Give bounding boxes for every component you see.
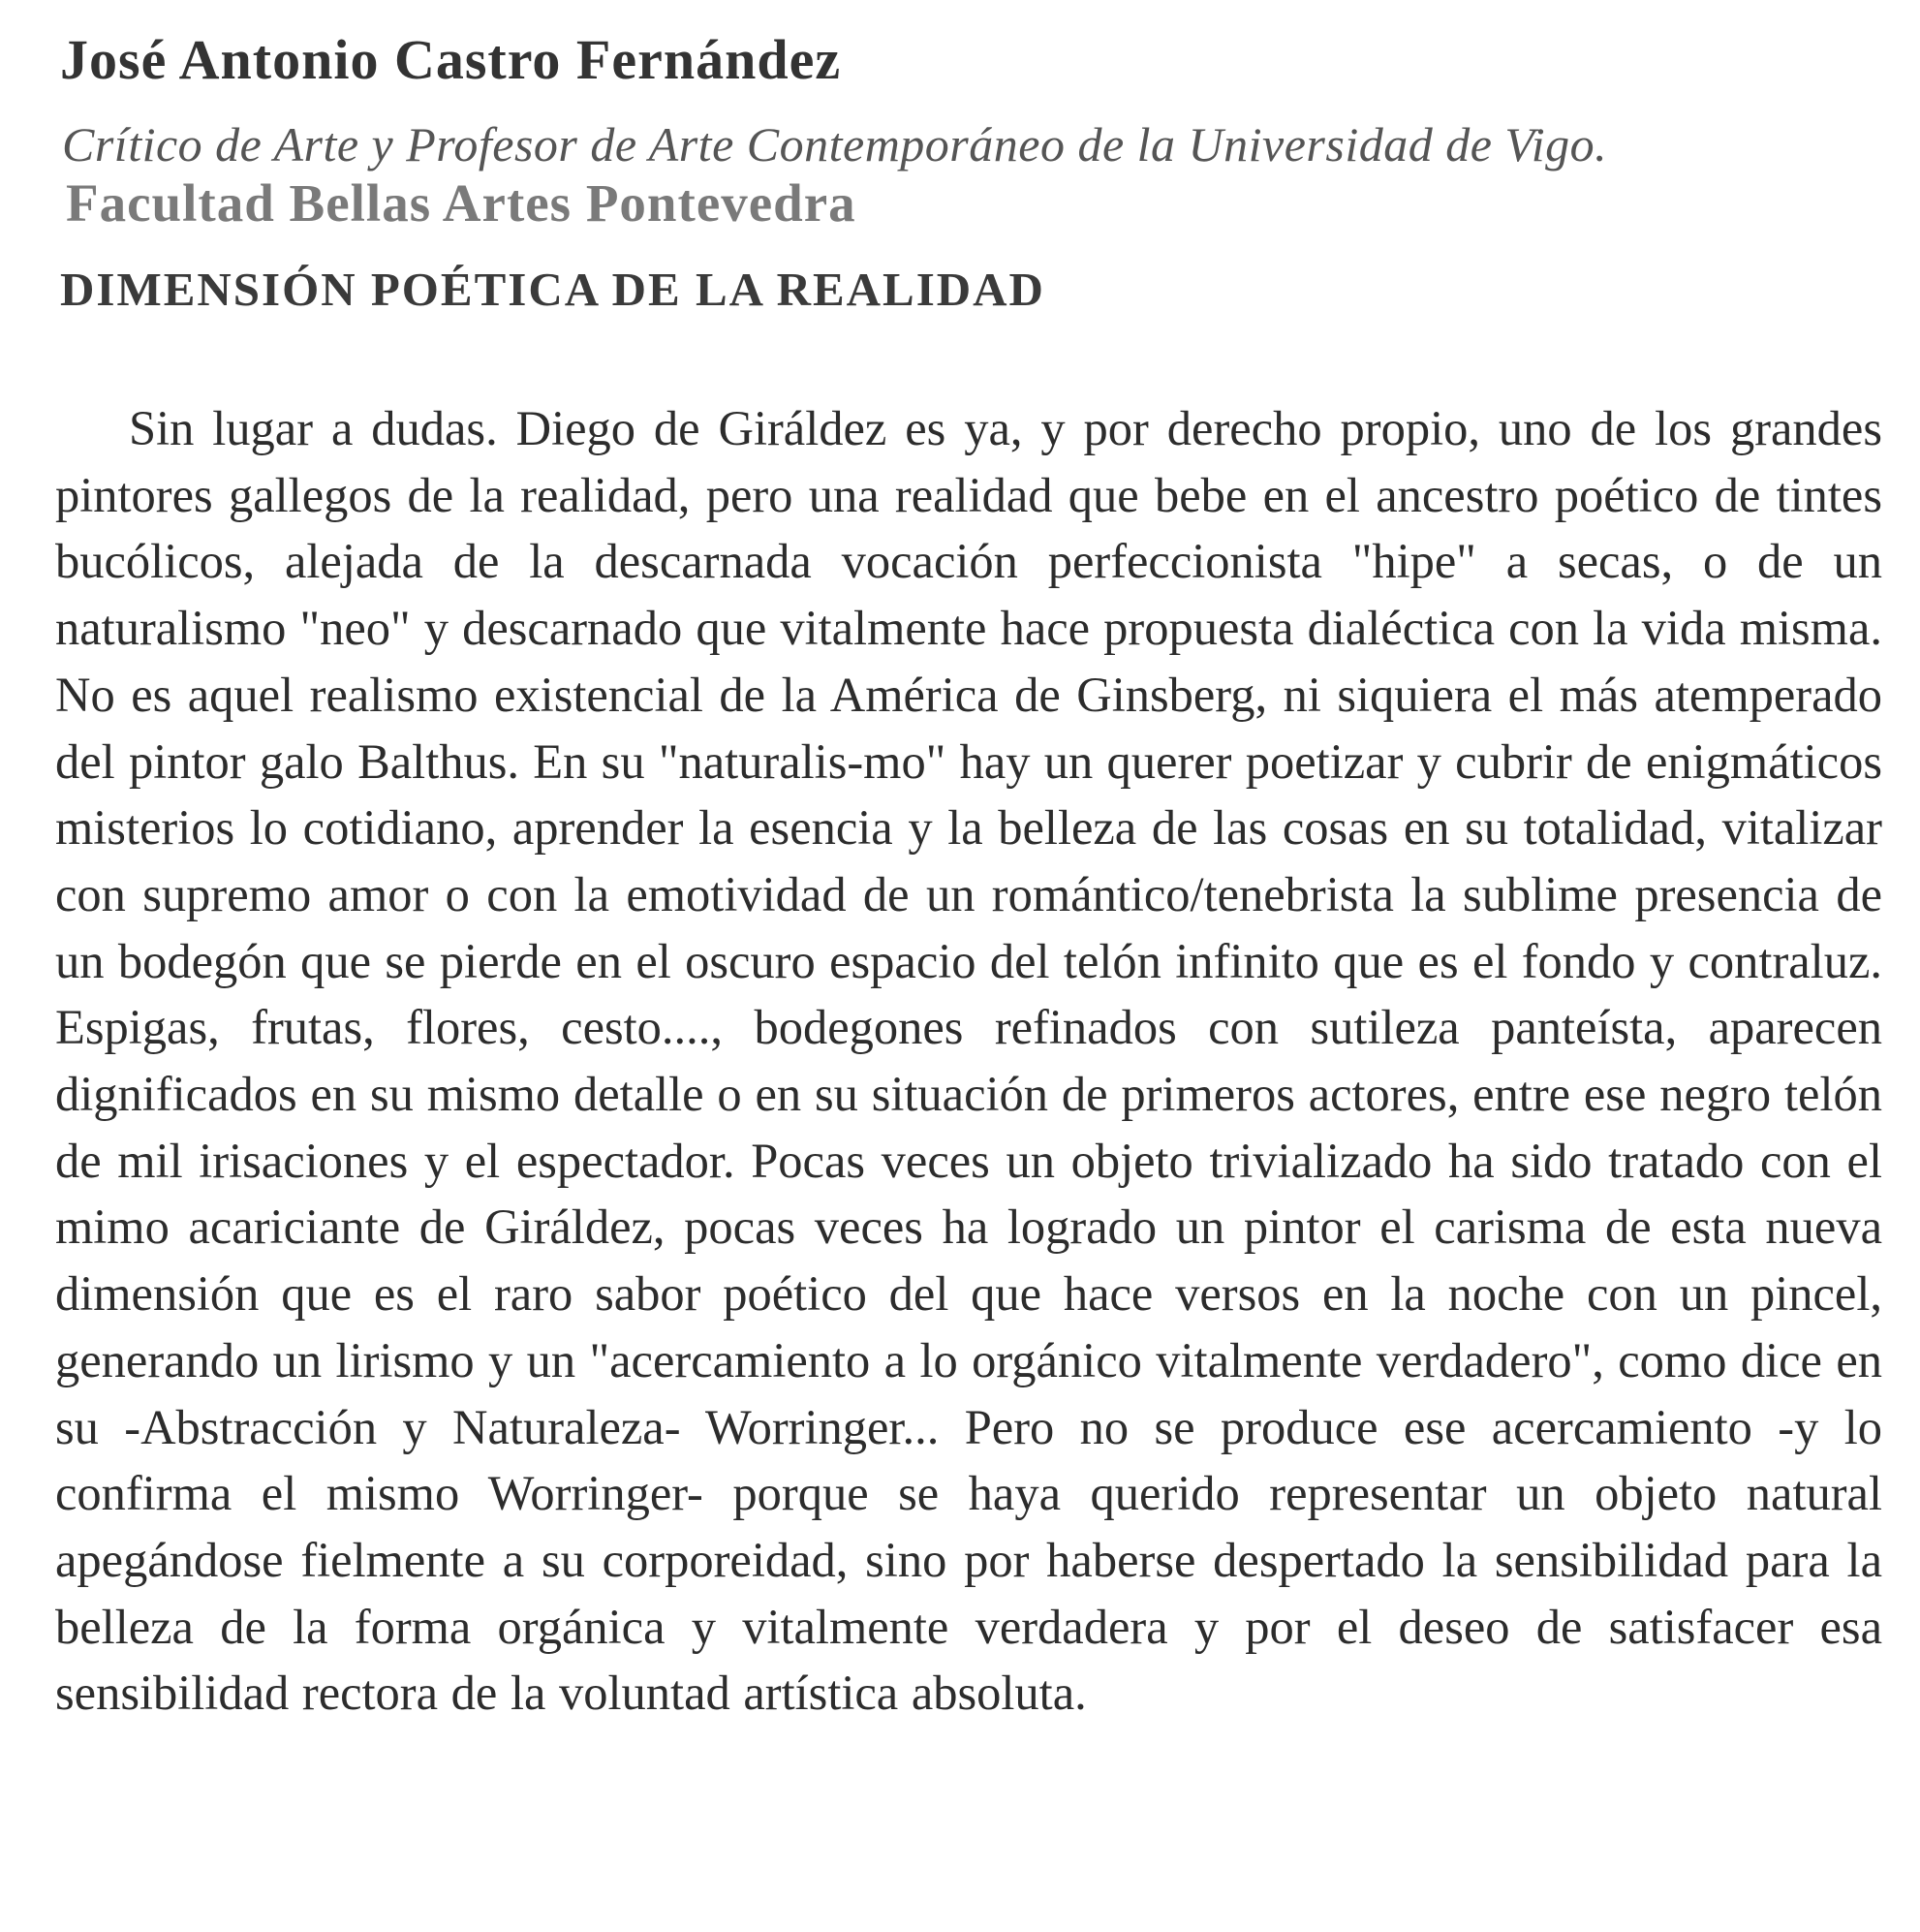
author-name: José Antonio Castro Fernández	[60, 28, 842, 91]
faculty-name: Facultad Bellas Artes Pontevedra	[66, 173, 856, 233]
article-title: DIMENSIÓN POÉTICA DE LA REALIDAD	[60, 263, 1045, 316]
article-body: Sin lugar a dudas. Diego de Giráldez es ya, y por derecho propio, uno de los grandes pintores gallegos de la realidad, pero una realidad que bebe en el ancestro poético de tintes bucólicos, alejada de la descarnada vocación perfeccionista "hipe" a secas, o de un naturalismo "neo" y descarnado que vitalmente hace propuesta dialéctica con la vida misma. No es aquel realismo existencial de la América de Ginsberg, ni siquiera el más atemperado del pintor galo Balthus. En su "naturalis-mo" hay un querer poetizar y cubrir de enigmáticos misterios lo cotidiano, aprender la esencia y la belleza de las cosas en su totalidad, vitalizar con supremo amor o con la emotividad de un romántico/tenebrista la sublime presencia de un bodegón que se pierde en el oscuro espacio del telón infinito que es el fondo y contraluz. Espigas, frutas, flores, cesto...., bodegones refinados con sutileza panteísta, aparecen dignificados en su mismo detalle o en su situación de primeros actores, entre ese negro telón de mil irisaciones y el espectador. Pocas veces un objeto trivializado ha sido tratado con el mimo acariciante de Giráldez, pocas veces ha logrado un pintor el carisma de esta nueva dimensión que es el raro sabor poético del que hace versos en la noche con un pincel, generando un lirismo y un "acercamiento a lo orgánico vitalmente verdadero", como dice en su -Abstracción y Naturaleza- Worringer... Pero no se produce ese acercamiento -y lo confirma el mismo Worringer- porque se haya querido representar un objeto natural apegándose fielmente a su corporeidad, sino por haberse despertado la sensibilidad para la belleza de la forma orgánica y vitalmente verdadera y por el deseo de satisfacer esa sensibilidad rectora de la voluntad artística absoluta.	[55, 401, 1882, 1721]
author-affiliation: Crítico de Arte y Profesor de Arte Contemporáneo de la Universidad de Vigo.	[62, 117, 1608, 171]
